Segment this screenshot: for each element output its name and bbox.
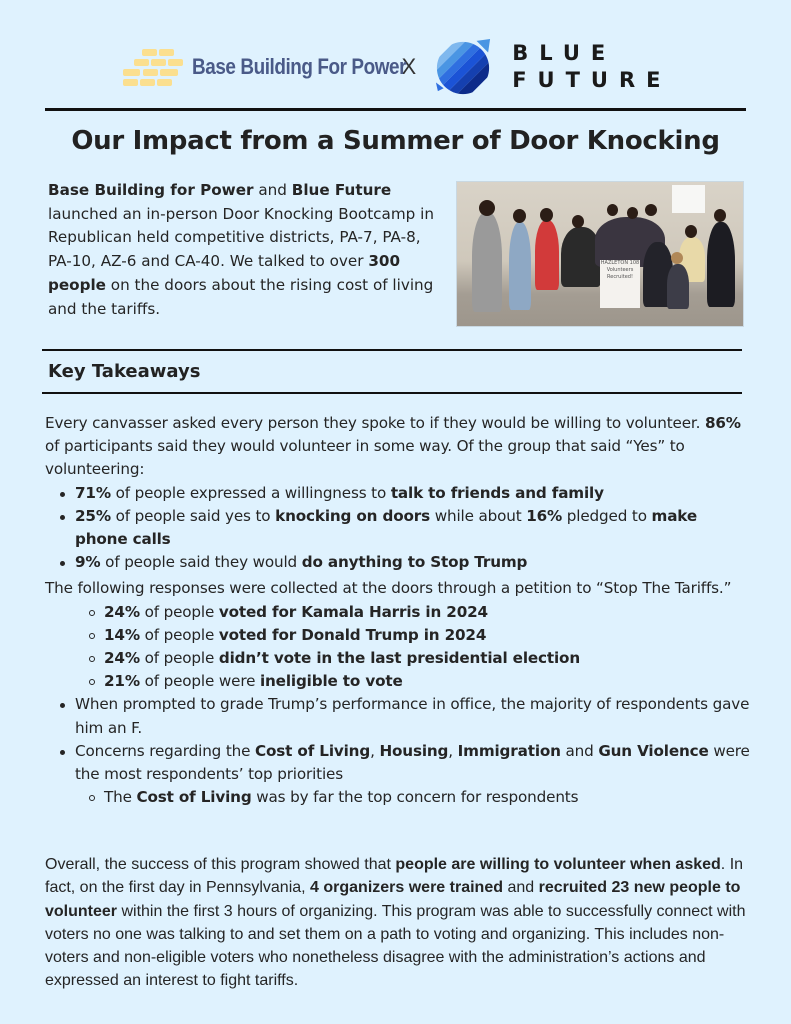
key-takeaways-heading: Key Takeaways — [48, 361, 201, 382]
grade-item: When prompted to grade Trump’s performance in office, the majority of respondents gave him an F. — [45, 693, 751, 739]
list-item — [45, 551, 751, 574]
item-percent: 24% — [104, 649, 140, 668]
volunteer-percent: 86% — [704, 414, 741, 432]
paragraph-text: of participants said they would volunteer in some way. Of the group that said “Yes” to volunteering: — [45, 437, 685, 479]
item-text: of people expressed a willingness to — [110, 483, 391, 502]
header-logos — [0, 36, 791, 98]
item-bold: voted for Kamala Harris in 2024 — [218, 602, 488, 621]
blue-future-logo — [434, 38, 671, 96]
item-text: The — [104, 788, 137, 807]
concern-cost-of-living: Cost of Living — [255, 741, 371, 760]
closing-text: Overall, the success of this program showed that — [45, 856, 396, 873]
concern-immigration: Immigration — [457, 741, 561, 760]
item-bold: make phone calls — [75, 506, 697, 549]
item-bold: voted for Donald Trump in 2024 — [218, 625, 487, 644]
intro-text: launched an in-person Door Knocking Bootcamp in Republican held competitive districts, PA-7, PA-8, PA-10, AZ-6 and CA-40. We talked to over — [48, 204, 434, 271]
item-text: while about — [430, 506, 527, 525]
item-text: , — [370, 741, 380, 760]
list-item — [45, 647, 751, 670]
item-percent: 24% — [104, 602, 140, 621]
photo-sign: HAZLETON 108 Volunteers Recruited! — [600, 260, 640, 308]
list-item — [45, 624, 751, 647]
item-text: of people were — [139, 672, 260, 691]
item-percent: 21% — [104, 672, 140, 691]
closing-bold: 4 organizers were trained — [310, 879, 503, 897]
closing-bold: recruited 23 new people to volunteer — [45, 879, 741, 920]
item-text: of people — [139, 649, 219, 668]
list-item — [45, 670, 751, 693]
logo-separator: X — [401, 54, 417, 79]
intro-highlight: 300 people — [48, 252, 401, 294]
item-bold: ineligible to vote — [259, 672, 403, 691]
item-text: and — [560, 741, 599, 760]
bricks-icon — [120, 47, 182, 87]
concern-housing: Housing — [379, 741, 449, 760]
item-text: , — [448, 741, 458, 760]
closing-paragraph — [45, 853, 755, 993]
item-percent: 71% — [75, 483, 111, 502]
concerns-sublist — [45, 786, 751, 809]
intro-text: on the doors about the rising cost of living and the tariffs. — [48, 275, 434, 318]
findings-list — [45, 693, 751, 786]
intro-org2: Blue Future — [291, 181, 392, 199]
concerns-item — [45, 740, 751, 786]
header-divider — [45, 108, 746, 111]
key-takeaways-body — [45, 412, 751, 809]
item-text: pledged to — [562, 506, 652, 525]
list-item — [45, 505, 751, 551]
photo-window — [672, 185, 705, 213]
list-item — [45, 482, 751, 505]
item-percent: 16% — [526, 506, 563, 525]
intro-paragraph — [48, 179, 448, 321]
item-percent: 9% — [75, 553, 101, 572]
item-percent: 14% — [104, 625, 140, 644]
org2-name-line1: BLUE — [512, 41, 617, 65]
petition-list — [45, 601, 751, 694]
closing-text: . In fact, on the first day in Pennsylvania, — [45, 856, 744, 897]
item-text: Concerns regarding the — [75, 741, 255, 760]
paragraph-text: Every canvasser asked every person they spoke to if they would be willing to volunteer. — [45, 414, 705, 432]
item-bold: didn’t vote in the last presidential election — [218, 649, 580, 668]
list-item — [45, 786, 751, 809]
volunteer-list — [45, 482, 751, 575]
item-text: were the most respondents’ top priorities — [75, 741, 750, 784]
closing-text: and — [503, 879, 539, 897]
item-text: of people — [139, 602, 219, 621]
page-title: Our Impact from a Summer of Door Knocking — [71, 126, 720, 156]
closing-text: within the first 3 hours of organizing. This program was able to successfully connect with voters no one was talking to and set them on a path to voting and organizing. This includes non-voters and non-eligible voters who nonetheless disagree with the administration’s actions and expressed an interest to fight tariffs. — [45, 902, 746, 990]
intro-org1: Base Building for Power — [48, 181, 254, 199]
petition-paragraph: The following responses were collected at the doors through a petition to “Stop The Tariffs.” — [45, 579, 732, 598]
item-bold: Cost of Living — [136, 788, 252, 807]
item-percent: 25% — [75, 506, 111, 525]
item-bold: knocking on doors — [275, 506, 431, 525]
section-divider-bottom — [42, 392, 742, 394]
closing-bold: people are willing to volunteer when asked — [395, 856, 721, 873]
item-text: of people — [139, 625, 219, 644]
item-text: of people said yes to — [110, 506, 276, 525]
item-text: of people said they would — [100, 553, 302, 572]
volunteer-question-paragraph — [45, 412, 751, 482]
item-bold: talk to friends and family — [390, 483, 604, 502]
item-bold: do anything to Stop Trump — [301, 553, 528, 572]
concern-gun-violence: Gun Violence — [598, 741, 709, 760]
section-divider-top — [42, 349, 742, 351]
item-text: was by far the top concern for respondents — [251, 788, 579, 807]
blue-future-globe-icon — [434, 38, 492, 96]
list-item — [45, 601, 751, 624]
group-photo — [456, 181, 744, 327]
org1-name: Base Building For Power — [191, 54, 406, 79]
intro-text: and — [253, 181, 292, 199]
org2-name-line2: FUTURE — [512, 68, 672, 92]
base-building-for-power-logo — [120, 47, 406, 87]
